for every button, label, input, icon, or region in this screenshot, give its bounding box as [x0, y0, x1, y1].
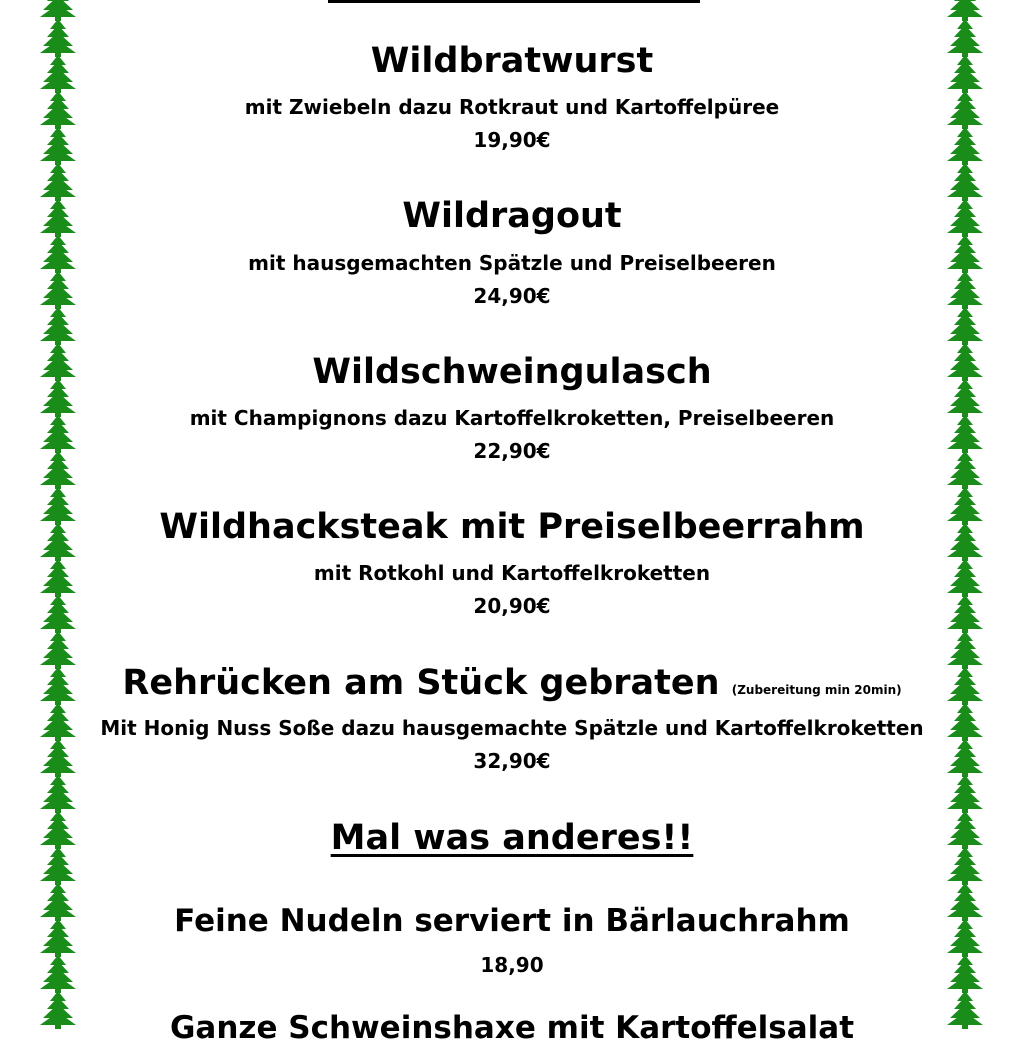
- christmas-tree-icon: [38, 90, 78, 130]
- christmas-tree-icon: [945, 522, 985, 562]
- heading-underline-fragment: [328, 0, 700, 3]
- dish-price: 22,90€: [473, 439, 551, 463]
- christmas-tree-icon: [945, 810, 985, 850]
- christmas-tree-icon: [945, 342, 985, 382]
- christmas-tree-icon: [38, 882, 78, 922]
- christmas-tree-icon: [945, 162, 985, 202]
- dish-description: mit hausgemachten Spätzle und Preiselbeeren: [248, 251, 776, 275]
- christmas-tree-icon: [38, 54, 78, 94]
- christmas-tree-icon: [945, 882, 985, 922]
- christmas-tree-icon: [945, 54, 985, 94]
- christmas-tree-icon: [945, 666, 985, 706]
- dish-price: 24,90€: [473, 284, 551, 308]
- preparation-note: (Zubereitung min 20min): [731, 683, 902, 697]
- left-tree-border: [38, 0, 78, 1024]
- christmas-tree-icon: [945, 630, 985, 670]
- dish-name: Ganze Schweinshaxe mit Kartoffelsalat: [169, 1010, 855, 1046]
- christmas-tree-icon: [38, 342, 78, 382]
- christmas-tree-icon: [945, 774, 985, 814]
- christmas-tree-icon: [38, 450, 78, 490]
- dish-name: Wildbratwurst: [370, 41, 654, 81]
- christmas-tree-icon: [945, 918, 985, 958]
- christmas-tree-icon: [38, 630, 78, 670]
- christmas-tree-icon: [38, 846, 78, 886]
- dish-price: 20,90€: [473, 594, 551, 618]
- christmas-tree-icon: [945, 90, 985, 130]
- christmas-tree-icon: [38, 990, 78, 1030]
- christmas-tree-icon: [945, 126, 985, 166]
- dish-name: Feine Nudeln serviert in Bärlauchrahm: [174, 903, 850, 939]
- dish-name: Wildhacksteak mit Preiselbeerrahm: [159, 507, 865, 547]
- christmas-tree-icon: [38, 18, 78, 58]
- christmas-tree-icon: [38, 378, 78, 418]
- christmas-tree-icon: [945, 414, 985, 454]
- dish-description: mit Rotkohl und Kartoffelkroketten: [313, 561, 711, 585]
- christmas-tree-icon: [945, 702, 985, 742]
- christmas-tree-icon: [38, 522, 78, 562]
- christmas-tree-icon: [38, 918, 78, 958]
- menu-page: [90, 0, 934, 1046]
- christmas-tree-icon: [38, 558, 78, 598]
- christmas-tree-icon: [38, 270, 78, 310]
- christmas-tree-icon: [945, 234, 985, 274]
- christmas-tree-icon: [945, 306, 985, 346]
- dish-price: 19,90€: [473, 128, 551, 152]
- christmas-tree-icon: [38, 954, 78, 994]
- christmas-tree-icon: [945, 558, 985, 598]
- dish-price: 18,90: [480, 953, 544, 977]
- christmas-tree-icon: [38, 774, 78, 814]
- christmas-tree-icon: [38, 234, 78, 274]
- christmas-tree-icon: [38, 810, 78, 850]
- christmas-tree-icon: [38, 666, 78, 706]
- christmas-tree-icon: [945, 18, 985, 58]
- section-heading: Mal was anderes!!: [330, 818, 694, 858]
- christmas-tree-icon: [945, 954, 985, 994]
- christmas-tree-icon: [945, 198, 985, 238]
- christmas-tree-icon: [38, 702, 78, 742]
- cut-off-line-clip: [90, 1009, 934, 1046]
- christmas-tree-icon: [38, 594, 78, 634]
- dish-name: Wildschweingulasch: [312, 352, 712, 392]
- christmas-tree-icon: [38, 486, 78, 526]
- right-tree-border: [945, 0, 985, 1024]
- christmas-tree-icon: [38, 414, 78, 454]
- christmas-tree-icon: [38, 306, 78, 346]
- christmas-tree-icon: [38, 126, 78, 166]
- christmas-tree-icon: [38, 162, 78, 202]
- christmas-tree-icon: [945, 450, 985, 490]
- dish-description: mit Champignons dazu Kartoffelkroketten, Preiselbeeren: [189, 406, 835, 430]
- dish-name: Rehrücken am Stück gebraten: [122, 663, 720, 703]
- christmas-tree-icon: [945, 594, 985, 634]
- christmas-tree-icon: [945, 738, 985, 778]
- dish-description: mit Zwiebeln dazu Rotkraut und Kartoffelpüree: [244, 95, 780, 119]
- christmas-tree-icon: [38, 198, 78, 238]
- christmas-tree-icon: [945, 378, 985, 418]
- christmas-tree-icon: [945, 486, 985, 526]
- dish-name-row: [90, 663, 934, 703]
- dish-description: Mit Honig Nuss Soße dazu hausgemachte Spätzle und Kartoffelkroketten: [100, 716, 924, 740]
- christmas-tree-icon: [945, 990, 985, 1030]
- dish-price: 32,90€: [473, 749, 551, 773]
- christmas-tree-icon: [38, 738, 78, 778]
- dish-name: Wildragout: [402, 196, 622, 236]
- christmas-tree-icon: [945, 846, 985, 886]
- christmas-tree-icon: [945, 270, 985, 310]
